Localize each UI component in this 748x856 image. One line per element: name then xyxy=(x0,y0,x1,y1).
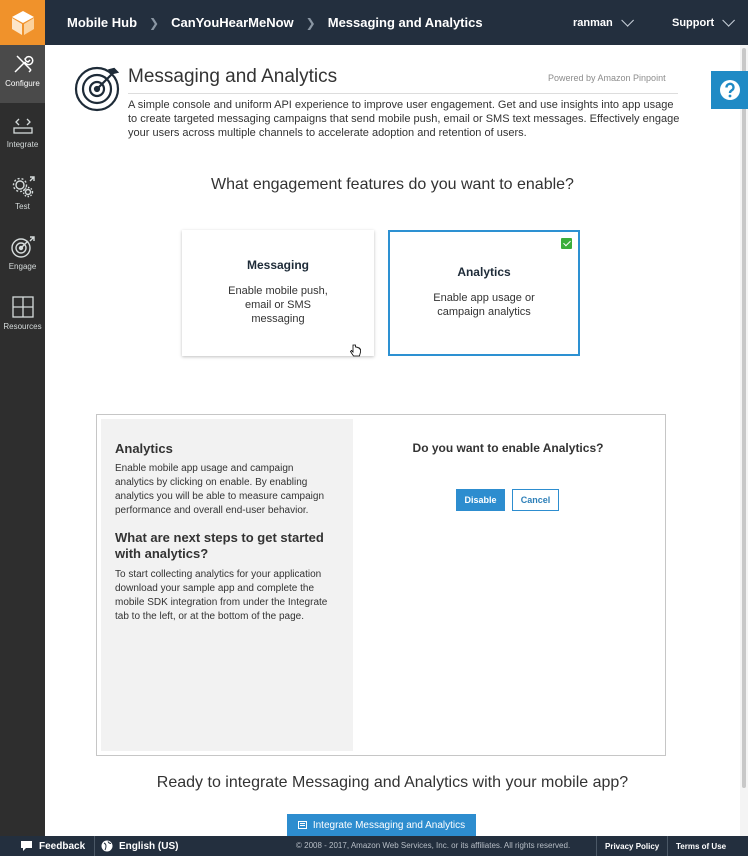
feedback-label: Feedback xyxy=(39,840,86,852)
ready-to-integrate-heading: Ready to integrate Messaging and Analytics with your mobile app? xyxy=(156,774,629,791)
integrate-button[interactable] xyxy=(287,814,476,836)
intro-text: A simple console and uniform API experience to improve user engagement. Get and use insights into app usage to create targeted messaging campaigns that send mobile push, email or SMS text messages. Effectively engage your users across multiple channels to accelerate adoption and retention of users. xyxy=(128,99,680,139)
integrate-icon xyxy=(298,821,307,829)
breadcrumb-current: Messaging and Analytics xyxy=(327,15,483,30)
breadcrumb xyxy=(67,0,483,45)
target-icon xyxy=(74,64,122,112)
checkmark-icon xyxy=(561,238,572,249)
page-title: Messaging and Analytics xyxy=(128,66,338,87)
analytics-body: Enable mobile app usage and campaign analytics by clicking on enable. By enabling analytics you will be able to measure campaign performance and overall end-user behavior. xyxy=(115,463,324,516)
card-description: Enable mobile push, email or SMS messaging xyxy=(228,285,328,325)
gears-icon xyxy=(11,176,35,198)
support-label: Support xyxy=(672,16,715,29)
scrollbar-thumb[interactable] xyxy=(742,48,746,788)
breadcrumb-chevron-icon: ❯ xyxy=(149,15,160,30)
aws-cube-logo-icon[interactable] xyxy=(0,0,45,45)
user-name: ranman xyxy=(573,16,613,29)
sidebar-item-label: Test xyxy=(15,202,30,211)
chevron-down-icon xyxy=(722,14,735,27)
card-title: Analytics xyxy=(457,265,511,279)
integrate-icon xyxy=(12,116,34,136)
divider xyxy=(667,836,668,856)
sidebar xyxy=(0,45,45,836)
feedback-link[interactable] xyxy=(20,836,85,856)
disable-button[interactable]: Disable xyxy=(456,489,505,511)
sidebar-item-label: Engage xyxy=(8,262,37,271)
card-description: Enable app usage or campaign analytics xyxy=(433,292,535,318)
sidebar-item-resources[interactable] xyxy=(0,288,45,346)
support-menu[interactable] xyxy=(672,0,731,45)
language-selector[interactable] xyxy=(101,836,178,856)
tools-icon xyxy=(12,53,34,75)
analytics-card[interactable] xyxy=(388,230,580,356)
breadcrumb-mobile-hub[interactable]: Mobile Hub xyxy=(67,15,138,30)
privacy-policy-link[interactable]: Privacy Policy xyxy=(605,841,660,851)
sidebar-item-configure[interactable] xyxy=(0,45,45,103)
enable-question: Do you want to enable Analytics? xyxy=(412,441,604,455)
integrate-button-label: Integrate Messaging and Analytics xyxy=(312,819,466,831)
copyright-text: © 2008 - 2017, Amazon Web Services, Inc. or its affiliates. All rights reserved. xyxy=(296,841,571,850)
footer xyxy=(0,836,748,856)
terms-of-use-link[interactable]: Terms of Use xyxy=(676,841,727,851)
analytics-heading: Analytics xyxy=(115,441,173,456)
powered-by-label: Powered by Amazon Pinpoint xyxy=(548,73,666,83)
breadcrumb-chevron-icon: ❯ xyxy=(305,15,316,30)
question-icon xyxy=(719,79,741,101)
globe-icon xyxy=(101,840,113,852)
divider xyxy=(596,836,597,856)
sidebar-item-engage[interactable] xyxy=(0,228,45,286)
user-menu[interactable] xyxy=(573,0,630,45)
breadcrumb-project[interactable]: CanYouHearMeNow xyxy=(171,15,294,30)
sidebar-item-test[interactable] xyxy=(0,168,45,226)
sidebar-item-integrate[interactable] xyxy=(0,108,45,166)
speech-bubble-icon xyxy=(20,840,33,852)
language-label: English (US) xyxy=(119,840,179,852)
sidebar-item-label: Resources xyxy=(3,322,42,331)
chevron-down-icon xyxy=(621,14,634,27)
sidebar-item-label: Configure xyxy=(5,79,40,88)
grid-icon xyxy=(12,296,34,318)
divider xyxy=(94,836,95,856)
sidebar-item-label: Integrate xyxy=(6,140,39,149)
hand-cursor-icon xyxy=(350,344,362,363)
next-steps-heading: What are next steps to get started with analytics? xyxy=(115,530,324,561)
divider xyxy=(128,93,678,94)
cancel-button[interactable]: Cancel xyxy=(512,489,559,511)
next-steps-body: To start collecting analytics for your application download your sample app and complete the mobile SDK integration from under the Integrate tab to the left, or at the bottom of the page. xyxy=(115,569,328,622)
analytics-panel xyxy=(96,414,666,756)
features-question: What engagement features do you want to enable? xyxy=(211,176,574,193)
target-icon xyxy=(11,236,35,258)
analytics-info xyxy=(101,419,353,751)
help-tab[interactable] xyxy=(711,71,748,109)
top-nav-bar xyxy=(0,0,748,45)
messaging-card[interactable] xyxy=(182,230,374,356)
card-title: Messaging xyxy=(246,258,309,272)
